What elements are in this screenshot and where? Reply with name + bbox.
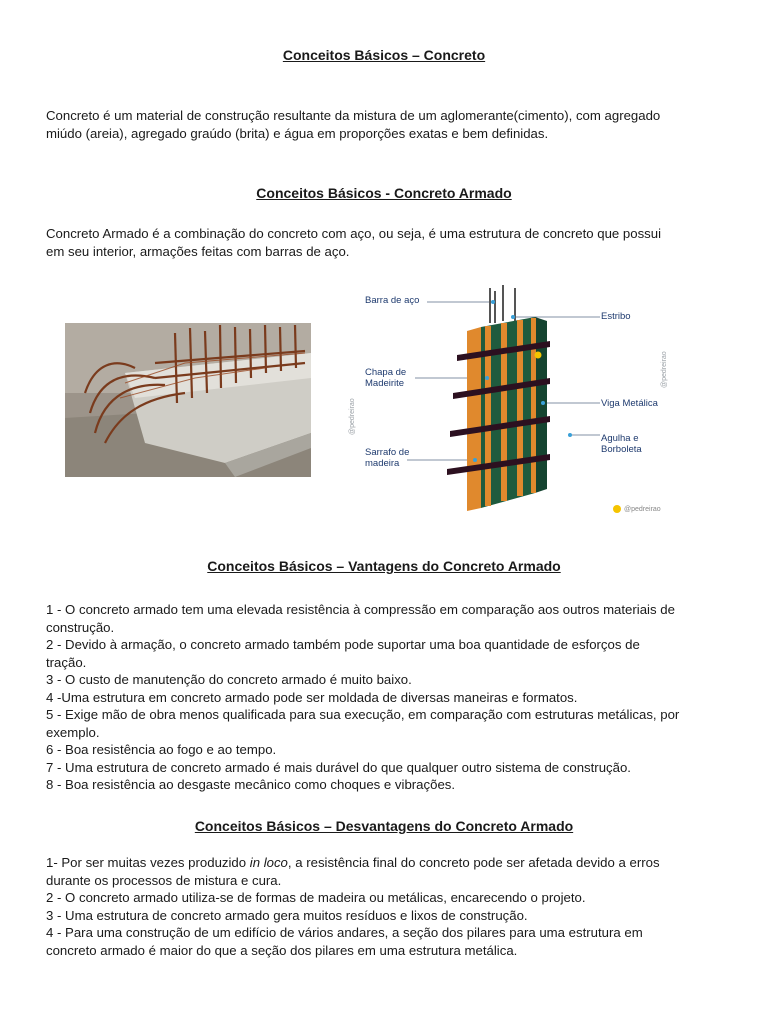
text-line: em seu interior, armações feitas com barras de aço. — [46, 243, 350, 259]
heading-desvantagens: Conceitos Básicos – Desvantagens do Concreto Armado — [194, 818, 574, 834]
list-item: 8 - Boa resistência ao desgaste mecânico como choques e vibrações. — [46, 777, 456, 792]
label-line: Chapa de — [365, 367, 407, 378]
list-item: concreto armado é maior do que a seção dos pilares em uma estrutura metálica. — [46, 942, 518, 958]
list-item: 6 - Boa resistência ao fogo e ao tempo. — [46, 742, 277, 757]
list-item: construção. — [46, 619, 115, 635]
list-item — [46, 854, 726, 872]
list-item: 4 - Para uma construção de um edifício de vários andares, a seção dos pilares para uma estrutura em — [46, 925, 643, 940]
brand-label: @pedreirao — [624, 506, 661, 513]
list-item: tração. — [46, 654, 87, 670]
list-item: 3 - O custo de manutenção do concreto armado é muito baixo. — [46, 672, 412, 687]
list-desvantagens — [46, 854, 726, 959]
desvantagens-items — [46, 854, 726, 959]
text-line: miúdo (areia), agregado graúdo (brita) e água em proporções exatas e bem definidas. — [46, 125, 549, 141]
text-span: 1- Por ser muitas vezes produzido — [46, 855, 250, 870]
label-line: Borboleta — [601, 444, 642, 455]
italic-term: in loco — [249, 855, 288, 870]
list-item: exemplo. — [46, 724, 100, 740]
label-viga-metalica: Viga Metálica — [601, 398, 658, 409]
label-barra-de-aco: Barra de aço — [365, 295, 420, 306]
list-item: 2 - Devido à armação, o concreto armado também pode suportar uma boa quantidade de esforços de — [46, 637, 640, 652]
label-line: Sarrafo de — [365, 447, 410, 458]
watermark-right: @pedreirao — [661, 351, 668, 388]
photo-illustration — [65, 323, 311, 477]
label-estribo: Estribo — [601, 311, 631, 322]
label-agulha-e-borboleta — [601, 433, 642, 455]
heading-concreto-armado: Conceitos Básicos - Concreto Armado — [256, 185, 512, 201]
vantagens-items — [46, 601, 726, 794]
label-sarrafo-de-madeira — [365, 447, 409, 469]
label-line: Madeirite — [365, 378, 405, 389]
text-span: , a resistência final do concreto pode ser afetada devido a erros — [287, 855, 660, 870]
watermark-left: @pedreirao — [349, 398, 356, 435]
list-item: 5 - Exige mão de obra menos qualificada para sua execução, em comparação com estruturas metálicas, por — [46, 707, 680, 722]
list-item: 1 - O concreto armado tem uma elevada resistência à compressão em comparação aos outros materiais de — [46, 602, 675, 617]
label-chapa-de-madeirite — [365, 367, 406, 389]
heading-vantagens: Conceitos Básicos – Vantagens do Concreto Armado — [207, 558, 561, 574]
paragraph-concreto — [46, 107, 726, 142]
list-item: 4 -Uma estrutura em concreto armado pode ser moldada de diversas maneiras e formatos. — [46, 689, 578, 705]
formwork-diagram — [345, 283, 680, 518]
list-vantagens — [46, 601, 726, 794]
reinforced-concrete-photo — [65, 323, 311, 477]
list-item: 3 - Uma estrutura de concreto armado gera muitos resíduos e lixos de construção. — [46, 907, 528, 923]
list-item: 7 - Uma estrutura de concreto armado é mais durável do que qualquer outro sistema de construção. — [46, 759, 631, 775]
paragraph-concreto-armado — [46, 225, 726, 260]
label-line: Agulha e — [601, 433, 639, 444]
heading-concreto: Conceitos Básicos – Concreto — [282, 47, 486, 63]
list-item: 2 - O concreto armado utiliza-se de formas de madeira ou metálicas, encarecendo o projeto. — [46, 890, 586, 905]
label-line: madeira — [365, 458, 400, 469]
text-line: Concreto é um material de construção resultante da mistura de um aglomerante(cimento), com agregado — [46, 108, 661, 123]
list-item: durante os processos de mistura e cura. — [46, 872, 282, 888]
text-line: Concreto Armado é a combinação do concreto com aço, ou seja, é uma estrutura de concreto que possui — [46, 226, 662, 241]
